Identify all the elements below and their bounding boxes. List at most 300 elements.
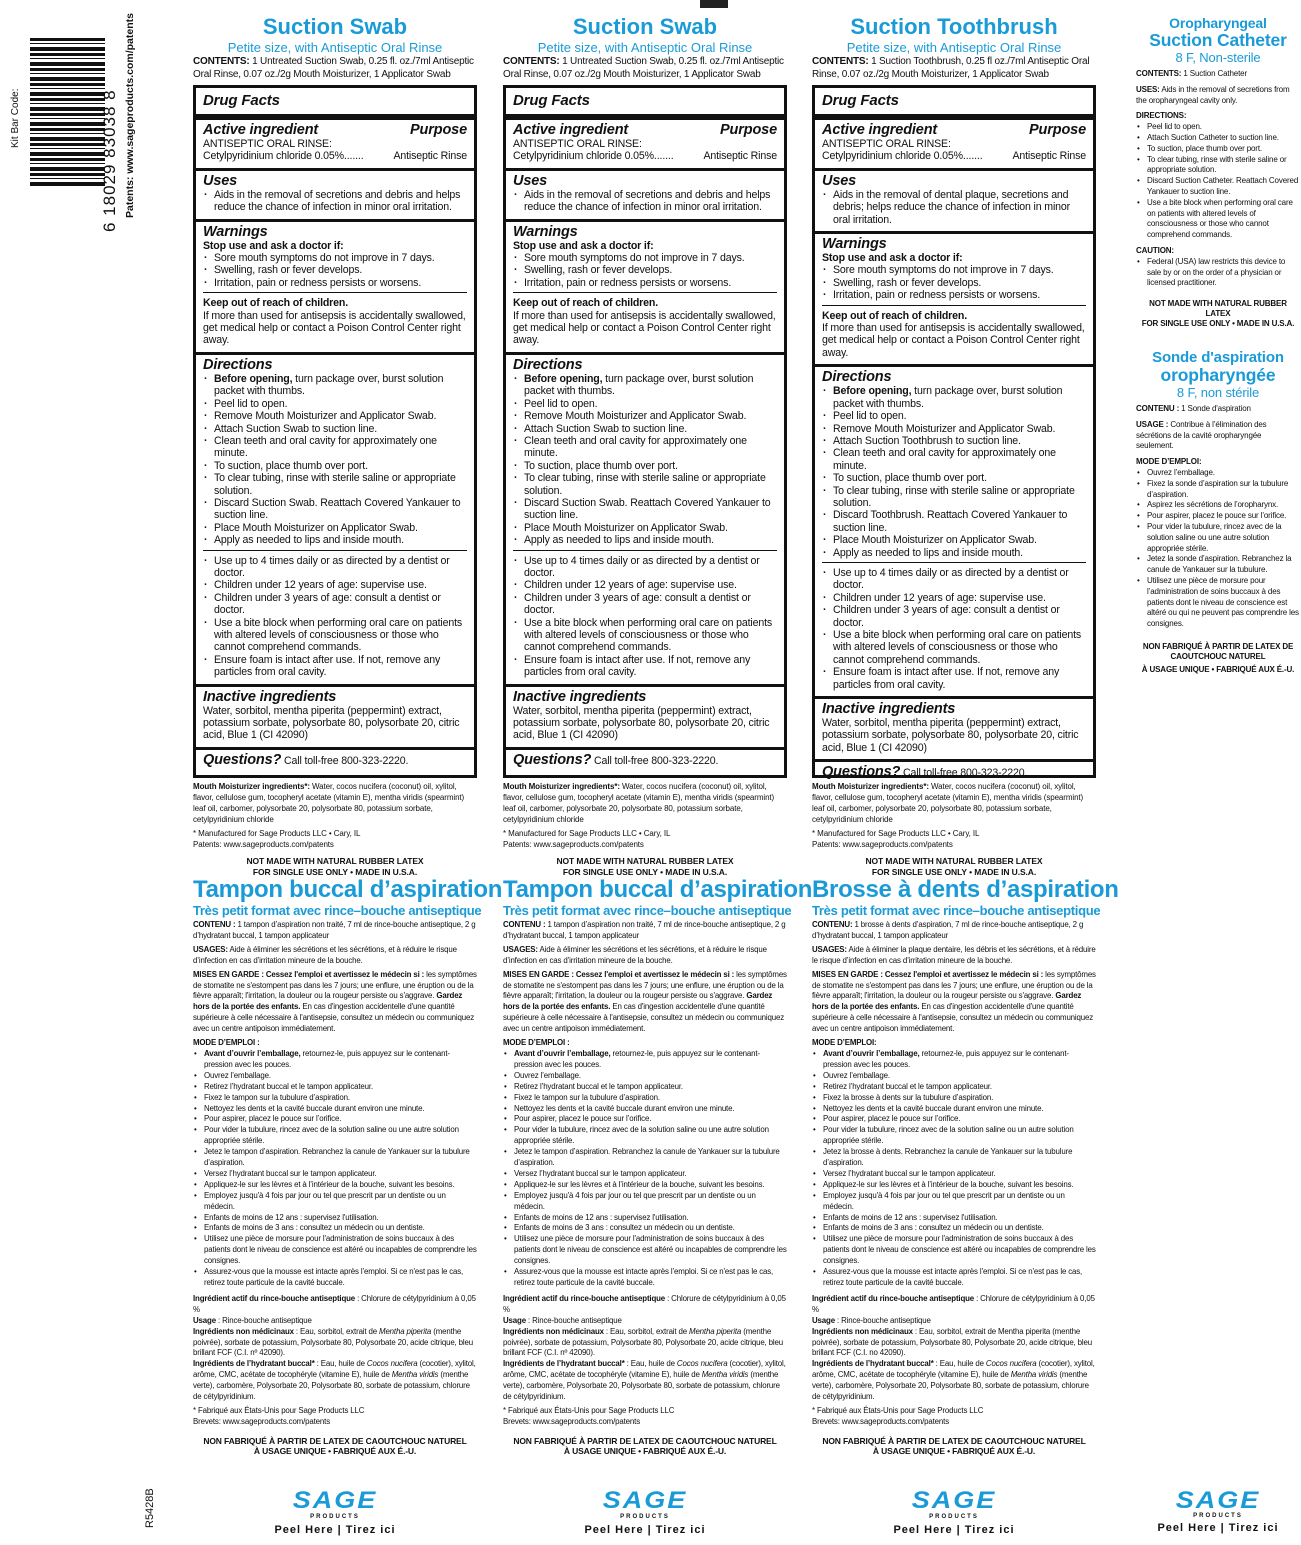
text: Employez jusqu'à 4 fois par jour ou tel que prescrit par un dentiste ou un médecin. — [514, 1190, 756, 1211]
product-title: Suction Swab — [262, 14, 408, 39]
text: * Fabriqué aux États-Unis pour Sage Products LLC — [503, 1405, 675, 1415]
text: NOT MADE WITH NATURAL RUBBER LATEX — [865, 856, 1043, 867]
barcode-label: Kit Bar Code: — [10, 88, 21, 148]
french-title: Brosse à dents d’aspiration — [812, 876, 1119, 903]
direction-item: • To suction, place thumb over port. — [1136, 144, 1300, 155]
text: To clear tubing, rinse with sterile saline or appropriate solution. — [833, 484, 1075, 509]
text: Mouth Moisturizer ingredients*: — [812, 782, 929, 791]
text: To clear tubing, rinse with sterile saline or appropriate solution. — [524, 472, 766, 497]
text: Warnings — [513, 223, 578, 240]
direction-item: · Ensure foam is intact after use. If not, remove any particles from oral cavity. — [513, 654, 777, 679]
moisturizer-info — [812, 782, 1096, 877]
text: : Chlorure de cétylpyridinium à 0,05 % — [193, 1293, 476, 1314]
mode-item — [503, 1049, 787, 1071]
text: * Manufactured for Sage Products LLC • Cary, IL — [503, 828, 671, 838]
text: Versez l’hydratant buccal sur le tampon applicateur. — [823, 1168, 996, 1178]
text: Discard Suction Swab. Reattach Covered Yankauer to suction line. — [214, 496, 461, 522]
text: To suction, place thumb over port. — [214, 459, 368, 472]
catheter-fr-title-1: Sonde d'aspiration — [1152, 349, 1284, 366]
text: Antiseptic Rinse — [1012, 150, 1086, 163]
text: Appliquez-le sur les lèvres et à l’intérieur de la bouche, suivant les besoins. — [823, 1179, 1074, 1189]
text: If more than used for antisepsis is accidentally swallowed, get medical help or contact a Poison Control Center right away. — [822, 322, 1085, 359]
text: : Eau, sorbitol, extrait de Mentha piperita — [912, 1326, 1051, 1336]
text: Inactive ingredients — [203, 688, 337, 705]
product-code: R5428B — [144, 1488, 156, 1528]
drug-facts-box — [812, 85, 1096, 781]
mode-item — [193, 1049, 477, 1071]
mode-item — [193, 1213, 477, 1224]
text: Ingrédients de l’hydratant buccal* — [193, 1359, 315, 1369]
direction-item: · Use a bite block when performing oral care on patients with altered levels of consciousness or those who cannot comprehend commands. — [822, 629, 1086, 666]
text: Assurez-vous que la mousse est intacte après l’emploi. Si ce n'est pas le cas, retirez toute particule de la cavité buccale. — [514, 1267, 774, 1287]
mode-item — [193, 1223, 477, 1234]
direction-item — [822, 410, 1086, 422]
sage-logo — [1136, 1488, 1300, 1534]
active-ingredient-section — [506, 114, 784, 168]
direction-item: • Discard Suction Catheter. Reattach Covered Yankauer to suction line. — [1136, 176, 1300, 198]
questions-section — [506, 747, 784, 773]
catheter-fr-mode — [1136, 468, 1300, 630]
text: Utilisez une pièce de morsure pour l'administration de soins buccaux à des patients dont le niveau de conscience est altéré ou incapables de comprendre les consignes. — [204, 1234, 477, 1266]
mode-item: • Pour aspirer, placez le pouce sur l’orifice. — [1136, 511, 1300, 522]
text: Employez jusqu'à 4 fois par jour ou tel que prescrit par un dentiste ou un médecin. — [204, 1190, 446, 1211]
text: les symptômes de stomatite ne s'estompent pas dans les 7 jours; une enflure, une éruption ou de la fièvre apparaît; l'irritation, la douleur ou la rougeur persiste ou s'aggrave. — [193, 969, 477, 1001]
warning-item: · Sore mouth symptoms do not improve in 7 days. — [513, 252, 777, 264]
text: Jetez le tampon d’aspiration. Rebranchez la canule de Yankauer sur la tubulure d’aspiration. — [514, 1147, 780, 1168]
text: Stop use and ask a doctor if: — [513, 239, 654, 252]
direction-item: · Use up to 4 times daily or as directed by a dentist or doctor. — [822, 567, 1086, 592]
direction-item — [203, 534, 467, 546]
direction-item: · Ensure foam is intact after use. If not, remove any particles from oral cavity. — [203, 654, 467, 679]
peel-here-label[interactable]: Peel Here | Tirez ici — [584, 1524, 706, 1536]
catheter-fr-mode-heading: MODE D’EMPLOI: — [1136, 457, 1202, 467]
direction-item — [203, 373, 467, 398]
mode-item: • Aspirez les sécrétions de l’oropharynx. — [1136, 500, 1300, 511]
text: Patents: www.sageproducts.com/patents — [193, 839, 334, 849]
direction-item — [513, 423, 777, 435]
direction-item: • To clear tubing, rinse with sterile saline or appropriate solution. — [1136, 155, 1300, 177]
text: Apply as needed to lips and inside mouth. — [524, 534, 714, 547]
warnings-section — [506, 219, 784, 352]
direction-item — [513, 373, 777, 398]
french-subtitle: Très petit format avec rince–bouche antiseptique — [193, 903, 482, 918]
mode-item — [812, 1082, 1096, 1093]
peel-here-label[interactable]: Peel Here | Tirez ici — [274, 1524, 396, 1536]
product-subtitle: Petite size, with Antiseptic Oral Rinse — [537, 40, 753, 55]
text: (cocotier), xylitol, arôme, CMC, acétate de tocophéryle (vitamine E), huile de — [193, 1359, 476, 1380]
text: Peel lid to open. — [214, 397, 288, 410]
product-title: Suction Swab — [572, 14, 718, 39]
text: Questions? — [822, 764, 901, 781]
text: Assurez-vous que la mousse est intacte après l’emploi. Si ce n'est pas le cas, retirez toute particule de la cavité buccale. — [204, 1267, 464, 1287]
direction-item — [513, 534, 777, 546]
text: Inactive ingredients — [822, 701, 956, 718]
text: To suction, place thumb over port. — [524, 459, 678, 472]
text: Retirez l’hydratant buccal et le tampon applicateur. — [514, 1081, 683, 1091]
text: Directions — [203, 356, 273, 373]
text: CONTENTS: — [503, 56, 560, 67]
catheter-fr-latex-1: NON FABRIQUÉ À PARTIR DE LATEX DE CAOUTCHOUC NATUREL — [1142, 641, 1294, 661]
text: Apply as needed to lips and inside mouth. — [214, 534, 404, 547]
mode-item — [503, 1104, 787, 1115]
text: Mouth Moisturizer ingredients*: — [193, 782, 310, 791]
text: FOR SINGLE USE ONLY • MADE IN U.S.A. — [252, 866, 418, 877]
product-subtitle: Petite size, with Antiseptic Oral Rinse — [227, 40, 443, 55]
text: Uses — [822, 172, 857, 189]
text: Aide à éliminer les sécrétions et les sécrétions, et à réduire le risque d’infection en cas d’irritation mineure de la bouche. — [503, 944, 767, 965]
text: Attach Suction Swab to suction line. — [524, 422, 688, 435]
catheter-french — [1136, 349, 1300, 675]
text: 1 tampon d’aspiration non traité, 7 ml de rince-bouche antiseptique, 2 g d’hydratant buccal, 1 tampon applicateur — [503, 920, 786, 940]
product-contents — [503, 55, 787, 81]
direction-item: · Children under 3 years of age: consult a dentist or doctor. — [203, 592, 467, 617]
text: Cocos nucifera — [676, 1359, 728, 1369]
text: Gardez hors de la portée des enfants. — [193, 991, 463, 1012]
french-text — [503, 920, 787, 1457]
text: (cocotier), xylitol, arôme, CMC, acétate de tocophéryle (vitamine E), huile de — [812, 1359, 1095, 1380]
text: MISES EN GARDE : Cessez l'emploi et avertissez le médecin si : — [503, 969, 735, 979]
text: SAGE — [1175, 1486, 1261, 1514]
text: Appliquez-le sur les lèvres et à l’intérieur de la bouche, suivant les besoins. — [514, 1179, 765, 1189]
mode-item — [193, 1191, 477, 1213]
mode-item — [193, 1169, 477, 1180]
drug-facts-box — [193, 85, 477, 778]
mode-item — [503, 1267, 787, 1289]
text: les symptômes de stomatite ne s'estompent pas dans les 7 jours; une enflure, une éruption ou de la fièvre apparaît; l'irritation, la douleur ou la rougeur persiste ou s'aggrave. — [503, 969, 787, 1001]
text: : Rince-bouche antiseptique — [215, 1315, 312, 1325]
text: To suction, place thumb over port. — [833, 472, 987, 485]
direction-item — [203, 472, 467, 497]
text: Antiseptic Rinse — [703, 150, 777, 163]
text: Stop use and ask a doctor if: — [822, 252, 963, 265]
text: (menthe poivrée), sorbate de potassium, Polysorbate 80, Polysorbate 20, acide citrique, bleu brillant FCF (C.I. nº 42090). — [193, 1326, 473, 1358]
mode-item — [812, 1223, 1096, 1234]
mode-item — [812, 1071, 1096, 1082]
directions-section — [815, 364, 1093, 696]
warning-item: · Sore mouth symptoms do not improve in 7 days. — [822, 264, 1086, 276]
mode-item — [812, 1169, 1096, 1180]
text: Aide à éliminer les sécrétions et les sécrétions, et à réduire le risque d’infection en cas d’irritation mineure de la bouche. — [193, 944, 457, 965]
mode-item — [812, 1104, 1096, 1115]
sage-logo — [193, 1488, 477, 1536]
text: Enfants de moins de 12 ans : supervisez l'utilisation. — [823, 1212, 998, 1222]
direction-item: • Peel lid to open. — [1136, 122, 1300, 133]
french-text — [812, 920, 1096, 1457]
text: Water, sorbitol, mentha piperita (peppermint) extract, potassium sorbate, polysorbate 80, polysorbate 20, citric acid, Blue 1 (CI 42090) — [822, 717, 1079, 754]
text: Patents: www.sageproducts.com/patents — [503, 839, 644, 849]
mode-item — [503, 1114, 787, 1125]
mode-item — [503, 1082, 787, 1093]
directions-section — [506, 352, 784, 684]
text: Place Mouth Moisturizer on Applicator Swab. — [833, 534, 1037, 547]
text: Purpose — [410, 122, 467, 138]
text: Place Mouth Moisturizer on Applicator Swab. — [524, 521, 728, 534]
product-subtitle: Petite size, with Antiseptic Oral Rinse — [846, 40, 1062, 55]
direction-item — [822, 534, 1086, 546]
text: Call toll-free 800-323-2220. — [900, 767, 1028, 780]
mode-item — [503, 1147, 787, 1169]
text: Remove Mouth Moisturizer and Applicator Swab. — [214, 410, 437, 423]
text: Ingrédients non médicinaux — [503, 1326, 604, 1336]
mode-item — [503, 1093, 787, 1104]
directions-section — [196, 352, 474, 684]
direction-item — [513, 460, 777, 472]
product-panel — [812, 0, 1119, 1545]
text: Mentha viridis — [391, 1370, 439, 1380]
text: 1 tampon d’aspiration non traité, 7 ml de rince-bouche antiseptique, 2 g d’hydratant buccal, 1 tampon applicateur — [193, 920, 476, 940]
text: : Rince-bouche antiseptique — [525, 1315, 622, 1325]
mode-item — [503, 1223, 787, 1234]
peel-here-label[interactable]: Peel Here | Tirez ici — [893, 1524, 1015, 1536]
text: Directions — [513, 356, 583, 373]
text: Cocos nucifera — [985, 1359, 1037, 1369]
mode-item — [812, 1114, 1096, 1125]
text: Water, cocos nucifera (coconut) oil, xylitol, flavor, cellulose gum, tocopheryl acetate (vitamin E), mentha viridis (spearmint) leaf oil, carbomer, polysorbate 20, polysorbate 80, potassium sorbate, cetylpyridinium chloride — [193, 782, 465, 824]
direction-item: · Children under 12 years of age: supervise use. — [203, 579, 467, 591]
catheter-fr-title-3: 8 F, non stérile — [1176, 385, 1260, 400]
text: En cas d'ingestion accidentelle d'une quantité supérieure à celle nécessaire à l'antisepsie, consultez un médecin ou communiquez avec un centre antipoison immédiatement. — [503, 1002, 785, 1034]
text: ANTISEPTIC ORAL RINSE: — [822, 138, 951, 150]
text: Pour aspirer, placez le pouce sur l’orifice. — [514, 1114, 652, 1124]
warning-item: · Sore mouth symptoms do not improve in 7 days. — [203, 252, 467, 264]
warnings-section — [196, 219, 474, 352]
text: : Rince-bouche antiseptique — [834, 1315, 931, 1325]
text: Pour vider la tubulure, rincez avec de la solution saline ou un autre solution appropriée stérile. — [823, 1125, 1074, 1146]
text: Clean teeth and oral cavity for approximately one minute. — [524, 434, 747, 460]
text: Uses — [203, 172, 238, 189]
text: Place Mouth Moisturizer on Applicator Swab. — [214, 521, 418, 534]
mode-item — [812, 1234, 1096, 1267]
text: Fixez la brosse à dents sur la tubulure d’aspiration. — [823, 1092, 994, 1102]
catheter-fr-usage — [1136, 420, 1300, 452]
uses-item: · Aids in the removal of dental plaque, secretions and debris; helps reduce the chance of infection in minor oral irritation. — [822, 189, 1086, 226]
text: FOR SINGLE USE ONLY • MADE IN U.S.A. — [562, 866, 728, 877]
text: Pour aspirer, placez le pouce sur l’orifice. — [204, 1114, 342, 1124]
mode-item: • Pour vider la tubulure, rincez avec de la solution saline ou une autre solution appropriée stérile. — [1136, 522, 1300, 554]
text: Stop use and ask a doctor if: — [203, 239, 344, 252]
catheter-title-2: Suction Catheter — [1149, 30, 1287, 50]
text: If more than used for antisepsis is accidentally swallowed, get medical help or contact a Poison Control Center right away. — [513, 309, 776, 347]
text: USAGES: — [812, 944, 847, 954]
warnings-section — [815, 231, 1093, 364]
direction-item — [822, 472, 1086, 484]
text: ANTISEPTIC ORAL RINSE: — [513, 138, 642, 150]
drug-facts-heading: Drug Facts — [203, 92, 280, 109]
text: Call toll-free 800-323-2220. — [591, 754, 719, 767]
text: Enfants de moins de 3 ans : consultez un médecin ou un dentiste. — [514, 1223, 735, 1233]
direction-item — [822, 385, 1086, 410]
french-title: Tampon buccal d’aspiration — [193, 876, 503, 903]
text: USAGES: — [503, 944, 538, 954]
text: Ouvrez l’emballage. — [514, 1070, 581, 1080]
text: 1 Suction Catheter — [1181, 69, 1247, 78]
direction-item — [203, 522, 467, 534]
mode-item — [503, 1191, 787, 1213]
text: Before opening, — [524, 372, 603, 385]
text: ANTISEPTIC ORAL RINSE: — [203, 138, 332, 150]
text: Apply as needed to lips and inside mouth. — [833, 546, 1023, 559]
mode-item — [503, 1169, 787, 1180]
text: : Eau, huile de — [314, 1359, 367, 1369]
text: turn package over, burst solution packet with thumbs. — [214, 372, 444, 398]
text: Patents: www.sageproducts.com/patents — [812, 839, 953, 849]
moisturizer-info — [503, 782, 787, 877]
text: Brevets: www.sageproducts.com/patents — [503, 1416, 640, 1426]
text: Retirez l’hydratant buccal et le tampon applicateur. — [823, 1081, 992, 1091]
text: Questions? — [513, 751, 592, 768]
direction-item: · Use up to 4 times daily or as directed by a dentist or doctor. — [203, 555, 467, 580]
text: CONTENTS: — [1136, 69, 1182, 78]
direction-item — [822, 447, 1086, 472]
direction-item — [513, 398, 777, 410]
mode-item — [503, 1213, 787, 1224]
text: Directions — [822, 369, 892, 386]
catheter-directions-heading: DIRECTIONS: — [1136, 111, 1187, 121]
text: Cetylpyridinium chloride 0.05%....... — [513, 150, 674, 163]
text: Ingrédient actif du rince-bouche antiseptique — [193, 1293, 356, 1303]
text: : Eau, huile de — [624, 1359, 677, 1369]
direction-item: · Children under 12 years of age: supervise use. — [513, 579, 777, 591]
text: (menthe verte), carbomère, Polysorbate 20, Polysorbate 80, sorbate de potassium, chlorure de cétylpyridinium. — [503, 1370, 780, 1402]
inactive-ingredients-section — [196, 684, 474, 747]
text: USAGES: — [193, 944, 228, 954]
direction-item — [513, 435, 777, 460]
mode-item — [193, 1104, 477, 1115]
direction-item — [203, 460, 467, 472]
inactive-ingredients-section — [506, 684, 784, 747]
questions-section — [196, 747, 474, 773]
text: Mentha piperita — [379, 1326, 432, 1336]
mode-item — [193, 1267, 477, 1289]
text: Ingrédients non médicinaux — [193, 1326, 294, 1336]
text: Jetez la brosse à dents. Rebranchez la canule de Yankauer sur la tubulure d’aspiration. — [823, 1147, 1073, 1168]
text: PRODUCTS — [929, 1514, 979, 1520]
text: retournez-le, puis appuyez sur le contenant-pression avec les pouces. — [204, 1048, 450, 1069]
text: Contribue à l’élimination des sécrétions de la cavité oropharyngée seulement. — [1136, 419, 1267, 451]
catheter-caution-heading: CAUTION: — [1136, 245, 1174, 255]
text: À USAGE UNIQUE • FABRIQUÉ AUX É.-U. — [872, 1446, 1036, 1457]
text: Gardez hors de la portée des enfants. — [812, 991, 1082, 1012]
product-title: Suction Toothbrush — [850, 14, 1058, 39]
text: Employez jusqu'à 4 fois par jour ou tel que prescrit par un dentiste ou un médecin. — [823, 1190, 1065, 1211]
text: MODE D’EMPLOI : — [193, 1038, 260, 1048]
direction-item: · Use up to 4 times daily or as directed by a dentist or doctor. — [513, 555, 777, 580]
text: Nettoyez les dents et la cavité buccale durant environ une minute. — [823, 1103, 1044, 1113]
text: Before opening, — [833, 385, 912, 398]
text: CONTENTS: — [193, 56, 250, 67]
catheter-panel — [1136, 0, 1300, 1534]
moisturizer-info — [193, 782, 477, 877]
text: : Eau, sorbitol, extrait de — [603, 1326, 690, 1336]
uses-section — [506, 168, 784, 219]
direction-item: · Use a bite block when performing oral care on patients with altered levels of consciousness or those who cannot comprehend commands. — [203, 617, 467, 654]
uses-section — [815, 168, 1093, 231]
text: Cocos nucifera — [366, 1359, 418, 1369]
text: : Chlorure de cétylpyridinium à 0,05 % — [503, 1293, 786, 1314]
text: Keep out of reach of children. — [822, 309, 968, 322]
peel-here-label[interactable]: Peel Here | Tirez ici — [1157, 1521, 1279, 1534]
text: Ingrédients non médicinaux — [812, 1326, 913, 1336]
text: Utilisez une pièce de morsure pour l'administration de soins buccaux à des patients dont le niveau de conscience est altéré ou incapables de comprendre les consignes. — [514, 1234, 787, 1266]
text: Purpose — [720, 122, 777, 138]
text: SAGE — [292, 1486, 378, 1514]
text: Ingrédients de l’hydratant buccal* — [812, 1359, 934, 1369]
text: retournez-le, puis appuyez sur le contenant-pression avec les pouces. — [823, 1048, 1069, 1069]
catheter-title-1: Oropharyngeal — [1169, 15, 1267, 31]
text: Call toll-free 800-323-2220. — [281, 754, 409, 767]
text: 1 brosse à dents d’aspiration, 7 ml de rince-bouche antiseptique, 2 g d’hydratant buccal, 1 tampon applicateur — [812, 920, 1084, 940]
barcode-patents: Patents: www.sageproducts.com/patents — [124, 13, 136, 218]
mode-item — [812, 1213, 1096, 1224]
direction-item: · Children under 12 years of age: supervise use. — [822, 592, 1086, 604]
mode-item: • Utilisez une pièce de morsure pour l’administration de soins buccaux à des patients dont le niveau de conscience est altéré ou qui ne peuvent pas comprendre les consignes. — [1136, 576, 1300, 630]
text: NON FABRIQUÉ À PARTIR DE LATEX DE CAOUTCHOUC NATUREL — [822, 1435, 1086, 1446]
text: Brevets: www.sageproducts.com/patents — [812, 1416, 949, 1426]
text: retournez-le, puis appuyez sur le contenant-pression avec les pouces. — [514, 1048, 760, 1069]
french-text — [193, 920, 477, 1457]
text: turn package over, burst solution packet with thumbs. — [833, 385, 1063, 410]
text: CONTENTS: — [812, 56, 869, 67]
text: Enfants de moins de 12 ans : supervisez l'utilisation. — [514, 1212, 689, 1222]
mode-item: • Jetez la sonde d’aspiration. Rebranchez la canule de Yankauer sur la tubulure. — [1136, 554, 1300, 576]
text: turn package over, burst solution packet with thumbs. — [524, 372, 754, 398]
text: NOT MADE WITH NATURAL RUBBER LATEX — [246, 856, 424, 867]
direction-item: · Use a bite block when performing oral care on patients with altered levels of consciousness or those who cannot comprehend commands. — [513, 617, 777, 654]
text: SAGE — [911, 1486, 997, 1514]
text: Warnings — [203, 223, 268, 240]
text: Usage — [193, 1315, 216, 1325]
text: (menthe verte), carbomère, Polysorbate 20, Polysorbate 80, sorbate de potassium, chlorure de cétylpyridinium. — [193, 1370, 470, 1402]
text: Enfants de moins de 3 ans : consultez un médecin ou un dentiste. — [204, 1223, 425, 1233]
text: Active ingredient — [203, 122, 319, 138]
text: USAGE : — [1136, 419, 1169, 429]
text: Active ingredient — [513, 122, 629, 138]
text: Cetylpyridinium chloride 0.05%....... — [203, 150, 364, 163]
text: Water, sorbitol, mentha piperita (peppermint) extract, potassium sorbate, polysorbate 80, polysorbate 20, citric acid, Blue 1 (CI 42090) — [203, 704, 460, 742]
mode-item — [193, 1093, 477, 1104]
text: NOT MADE WITH NATURAL RUBBER LATEX — [556, 856, 734, 867]
text: Nettoyez les dents et la cavité buccale durant environ une minute. — [514, 1103, 735, 1113]
text: Usage — [503, 1315, 526, 1325]
text: Cetylpyridinium chloride 0.05%....... — [822, 150, 983, 163]
mode-item: • Fixez la sonde d’aspiration sur la tubulure d’aspiration. — [1136, 479, 1300, 501]
text: À USAGE UNIQUE • FABRIQUÉ AUX É.-U. — [253, 1446, 417, 1457]
direction-item: · Ensure foam is intact after use. If not, remove any particles from oral cavity. — [822, 666, 1086, 691]
text: NON FABRIQUÉ À PARTIR DE LATEX DE CAOUTCHOUC NATUREL — [203, 1435, 467, 1446]
product-panel — [193, 0, 503, 1545]
text: À USAGE UNIQUE • FABRIQUÉ AUX É.-U. — [563, 1446, 727, 1457]
text: PRODUCTS — [620, 1514, 670, 1520]
text: CONTENU: — [812, 920, 853, 929]
text: Pour aspirer, placez le pouce sur l’orifice. — [823, 1114, 961, 1124]
text: Fixez le tampon sur la tubulure d’aspiration. — [204, 1092, 350, 1102]
product-contents — [193, 55, 477, 81]
text: Utilisez une pièce de morsure pour l'administration de soins buccaux à des patients dont le niveau de conscience est altéré ou incapables de comprendre les consignes. — [823, 1234, 1096, 1266]
text: Jetez le tampon d’aspiration. Rebranchez la canule de Yankauer sur la tubulure d’aspiration. — [204, 1147, 470, 1168]
warning-item: · Swelling, rash or fever develops. — [203, 264, 467, 276]
warning-item: · Irritation, pain or redness persists or worsens. — [203, 277, 467, 289]
text: Avant d’ouvrir l’emballage, — [514, 1048, 611, 1058]
text: Purpose — [1029, 122, 1086, 138]
text: Assurez-vous que la mousse est intacte après l’emploi. Si ce n'est pas le cas, retirez toute particule de la cavité buccale. — [823, 1267, 1083, 1287]
direction-item — [822, 423, 1086, 435]
mode-item — [812, 1093, 1096, 1104]
text: Versez l’hydratant buccal sur le tampon applicateur. — [204, 1168, 377, 1178]
text: * Fabriqué aux États-Unis pour Sage Products LLC — [812, 1405, 984, 1415]
sage-logo — [503, 1488, 787, 1536]
text: Ingrédient actif du rince-bouche antiseptique — [503, 1293, 666, 1303]
text: CONTENU : — [503, 920, 546, 929]
